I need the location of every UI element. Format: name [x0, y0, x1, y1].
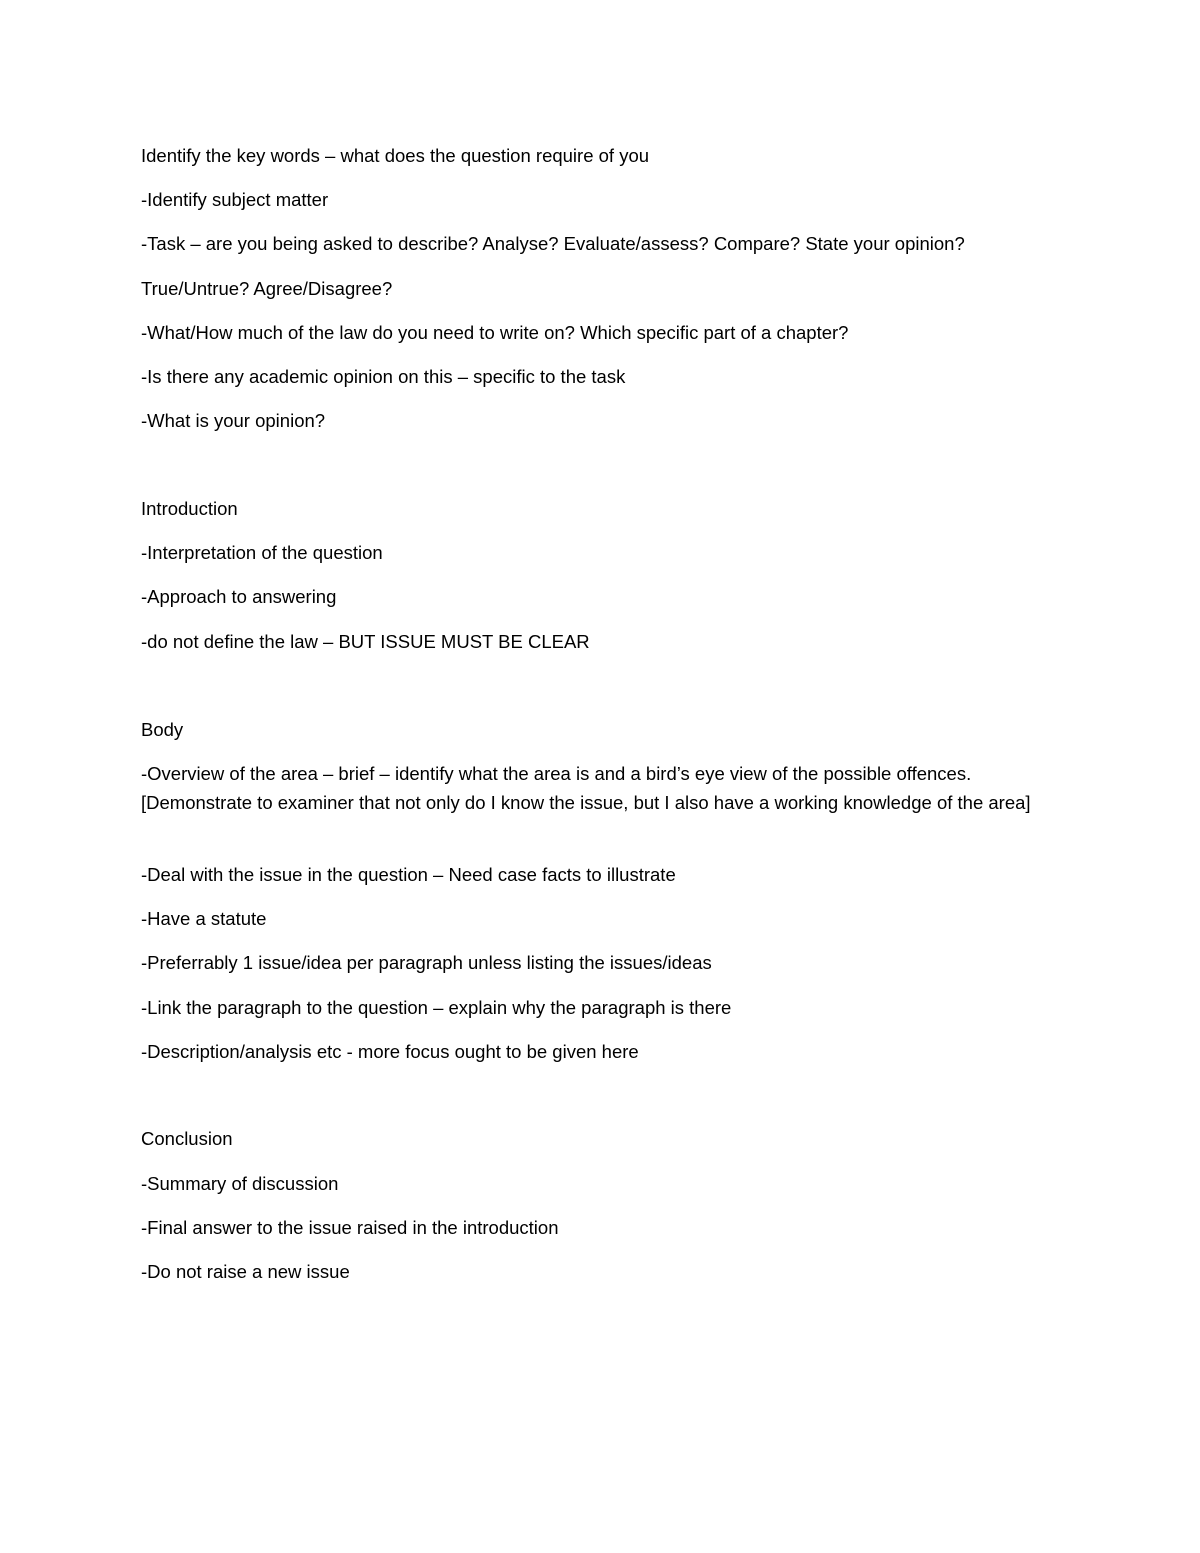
list-item: -Task – are you being asked to describe? Analyse? Evaluate/assess? Compare? State your opinion? — [141, 233, 965, 254]
list-item: -Interpretation of the question — [141, 542, 383, 563]
section-heading-introduction: Introduction — [141, 498, 238, 519]
list-item: -Do not raise a new issue — [141, 1261, 350, 1282]
list-item-overview: -Overview of the area – brief – identify what the area is and a bird’s eye view of the possible offences. [Demonstrate to examiner that not only do I know the issue, but I also have a working knowledge of the area] — [141, 763, 1031, 813]
list-item: -Deal with the issue in the question – Need case facts to illustrate — [141, 864, 676, 885]
list-item: -What/How much of the law do you need to write on? Which specific part of a chapter? — [141, 322, 849, 343]
list-item: -Preferrably 1 issue/idea per paragraph unless listing the issues/ideas — [141, 952, 712, 973]
list-item: -Is there any academic opinion on this – specific to the task — [141, 366, 626, 387]
heading-key-words: Identify the key words – what does the question require of you — [141, 145, 650, 166]
list-item: -Final answer to the issue raised in the introduction — [141, 1217, 559, 1238]
list-item: -Summary of discussion — [141, 1173, 339, 1194]
list-item: -Identify subject matter — [141, 189, 329, 210]
list-item: -Have a statute — [141, 908, 267, 929]
list-item: -Approach to answering — [141, 586, 337, 607]
list-item: -Description/analysis etc - more focus ought to be given here — [141, 1041, 639, 1062]
list-item: -Link the paragraph to the question – explain why the paragraph is there — [141, 997, 732, 1018]
list-item-continuation: True/Untrue? Agree/Disagree? — [141, 278, 393, 299]
list-item: -do not define the law – BUT ISSUE MUST BE CLEAR — [141, 631, 590, 652]
list-item: -What is your opinion? — [141, 410, 326, 431]
section-heading-conclusion: Conclusion — [141, 1128, 233, 1149]
section-heading-body: Body — [141, 719, 184, 740]
